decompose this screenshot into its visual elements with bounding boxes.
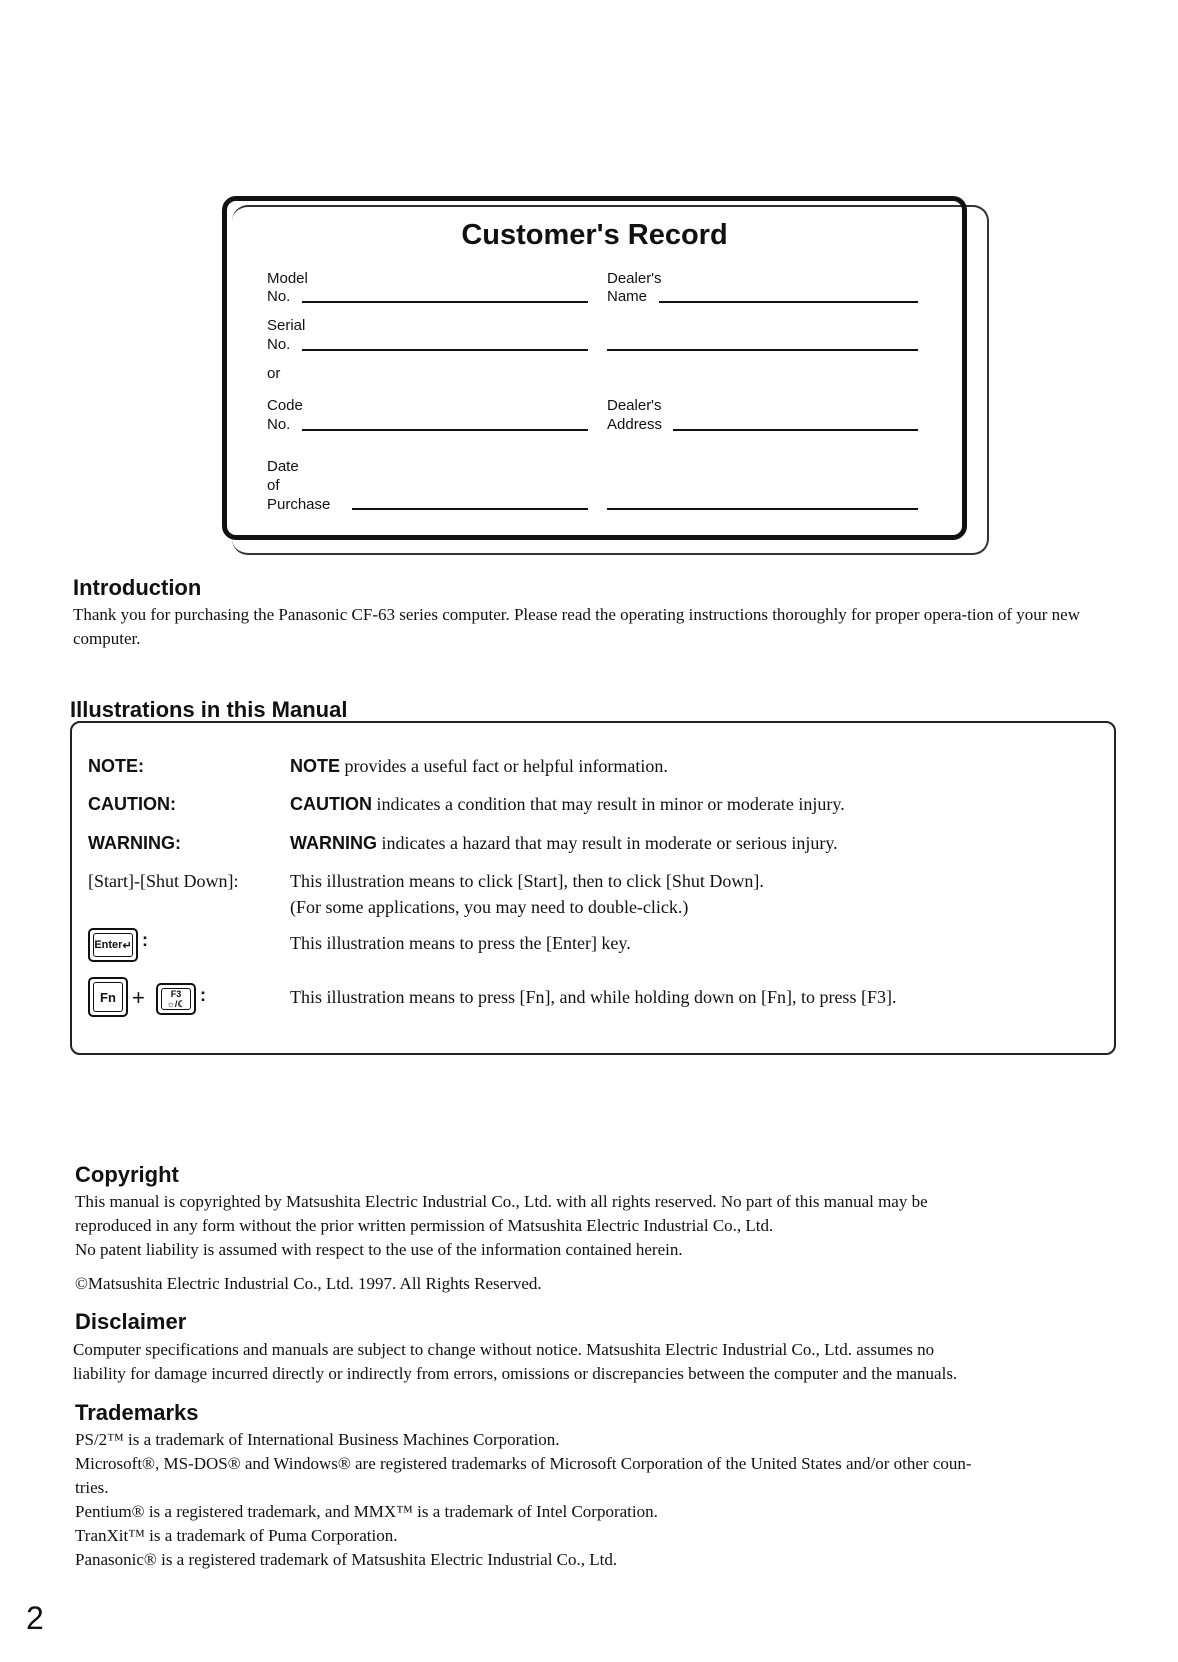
trademarks-line-6: Panasonic® is a registered trademark of Matsushita Electric Industrial Co., Ltd.	[75, 1550, 618, 1569]
start-shutdown-key: [Start]-[Shut Down]:	[88, 871, 239, 891]
dealer-address-label-2: Address	[607, 416, 663, 433]
start-shutdown-note: (For some applications, you may need to double-click.)	[290, 897, 689, 917]
disclaimer-line-1: Computer specifications and manuals are subject to change without notice. Matsushita Electric Industrial Co., Ltd. assumes no	[73, 1340, 935, 1359]
illustrations-box	[70, 721, 1116, 1055]
plus-sign: +	[132, 985, 145, 1010]
caution-key: CAUTION:	[88, 794, 176, 814]
dealer-address-field[interactable]	[673, 429, 918, 431]
copyright-line-1: This manual is copyrighted by Matsushita Electric Industrial Co., Ltd. with all rights reserved. No part of this manual may be	[75, 1192, 928, 1211]
warning-key: WARNING:	[88, 833, 181, 853]
trademarks-line-2: Microsoft®, MS-DOS® and Windows® are registered trademarks of Microsoft Corporation of the United States and/or other coun-	[75, 1454, 972, 1473]
dealer-address-field-2[interactable]	[607, 508, 918, 510]
record-title: Customer's Record	[461, 219, 728, 251]
dealer-address-label-1: Dealer's	[607, 397, 662, 414]
model-no-field[interactable]	[302, 301, 588, 303]
customers-record-box	[222, 196, 967, 540]
dealer-name-label-2: Name	[607, 288, 648, 305]
illustrations-heading: Illustrations in this Manual	[70, 697, 348, 722]
f3-key-icon: F3 ☼/☾	[156, 983, 196, 1015]
fn-f3-description: This illustration means to press [Fn], and while holding down on [Fn], to press [F3].	[290, 987, 897, 1007]
model-label-2: No.	[267, 288, 291, 305]
fn-key-icon: Fn	[88, 977, 128, 1017]
disclaimer-line-2: liability for damage incurred directly or indirectly from errors, omissions or discrepancies between the computer and the manuals.	[73, 1364, 958, 1383]
dealer-name-label-1: Dealer's	[607, 270, 662, 287]
disclaimer-heading: Disclaimer	[75, 1309, 187, 1334]
date-of-purchase-field[interactable]	[352, 508, 588, 510]
code-no-field[interactable]	[302, 429, 588, 431]
serial-label-1: Serial	[267, 317, 306, 334]
or-label: or	[267, 365, 281, 382]
code-label-2: No.	[267, 416, 291, 433]
introduction-text: Thank you for purchasing the Panasonic CF-63 series computer. Please read the operating instructions thoroughly for proper opera-tion of your new computer.	[73, 605, 1080, 648]
fn-f3-colon: :	[200, 985, 206, 1005]
trademarks-line-3: tries.	[75, 1478, 109, 1497]
warning-description: WARNING indicates a hazard that may result in moderate or serious injury.	[290, 833, 838, 853]
copyright-line-2: reproduced in any form without the prior written permission of Matsushita Electric Industrial Co., Ltd.	[75, 1216, 774, 1235]
serial-no-field[interactable]	[302, 349, 588, 351]
trademarks-line-4: Pentium® is a registered trademark, and MMX™ is a trademark of Intel Corporation.	[75, 1502, 658, 1521]
trademarks-heading: Trademarks	[75, 1400, 199, 1425]
trademarks-line-1: PS/2™ is a trademark of International Business Machines Corporation.	[75, 1430, 560, 1449]
date-label-3: Purchase	[267, 496, 331, 513]
dealer-name-field[interactable]	[659, 301, 918, 303]
introduction-heading: Introduction	[73, 575, 202, 600]
note-description: NOTE provides a useful fact or helpful information.	[290, 756, 668, 776]
start-shutdown-description: This illustration means to click [Start], then to click [Shut Down].	[290, 871, 764, 891]
dealer-name-field-2[interactable]	[607, 349, 918, 351]
serial-label-2: No.	[267, 336, 291, 353]
enter-description: This illustration means to press the [Enter] key.	[290, 933, 631, 953]
copyright-line-4: ©Matsushita Electric Industrial Co., Ltd. 1997. All Rights Reserved.	[75, 1274, 542, 1293]
caution-description: CAUTION indicates a condition that may result in minor or moderate injury.	[290, 794, 845, 814]
date-label-2: of	[267, 477, 280, 494]
note-key: NOTE:	[88, 756, 144, 776]
page-number: 2	[26, 1600, 44, 1636]
trademarks-line-5: TranXit™ is a trademark of Puma Corporation.	[75, 1526, 398, 1545]
enter-key-icon: Enter ↵	[88, 928, 138, 962]
enter-key-colon: :	[142, 930, 148, 950]
date-label-1: Date	[267, 458, 299, 475]
code-label-1: Code	[267, 397, 303, 414]
copyright-line-3: No patent liability is assumed with respect to the use of the information contained herein.	[75, 1240, 683, 1259]
copyright-heading: Copyright	[75, 1162, 179, 1187]
model-label-1: Model	[267, 270, 308, 287]
